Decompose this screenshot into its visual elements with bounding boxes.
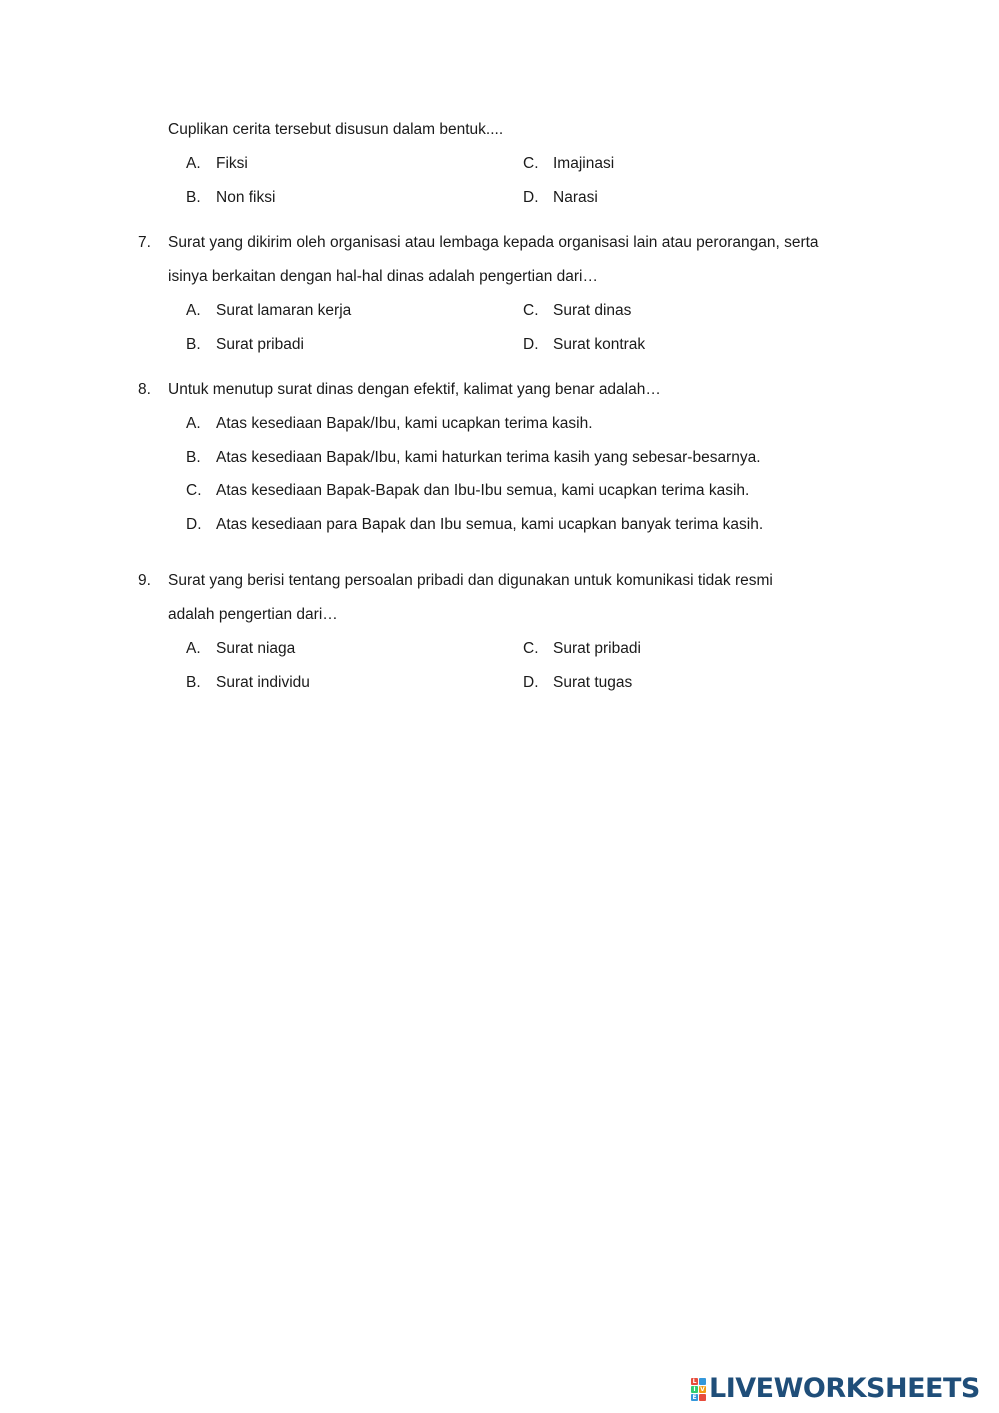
option-letter: C. [523,155,539,172]
question-9-option-c[interactable] [523,639,641,659]
option-letter: A. [186,155,201,172]
option-letter: D. [186,516,202,533]
question-9-stem-line-2: adalah pengertian dari… [168,606,338,623]
option-text: Fiksi [216,155,248,172]
logo-mark-square: L [692,1377,697,1385]
option-letter: B. [186,189,201,206]
option-text: Atas kesediaan Bapak/Ibu, kami ucapkan terima kasih. [216,415,593,432]
option-text: Surat lamaran kerja [216,302,352,319]
option-letter: B. [186,336,201,353]
option-text: Surat dinas [553,302,632,319]
question-7-option-a[interactable] [186,301,351,321]
option-text: Surat pribadi [553,640,641,657]
question-7-stem-line-2: isinya berkaitan dengan hal-hal dinas adalah pengertian dari… [168,268,598,285]
option-text: Surat tugas [553,674,633,691]
logo-mark-square: E [692,1393,697,1401]
option-text: Non fiksi [216,189,276,206]
option-text: Surat niaga [216,640,296,657]
logo-mark-square [699,1394,706,1401]
question-7-option-d[interactable] [523,335,645,355]
question-9-option-a[interactable] [186,639,295,659]
option-text: Imajinasi [553,155,615,172]
question-9-number: 9. [138,572,151,589]
option-text: Narasi [553,189,598,206]
question-6-option-b[interactable] [186,188,275,208]
logo-mark-square [699,1378,706,1385]
option-letter: D. [523,674,539,691]
option-letter: C. [523,640,539,657]
option-text: Atas kesediaan Bapak-Bapak dan Ibu-Ibu semua, kami ucapkan terima kasih. [216,482,750,499]
question-7-stem-line-1: Surat yang dikirim oleh organisasi atau lembaga kepada organisasi lain atau perorangan, serta [168,234,819,251]
option-letter: A. [186,302,201,319]
logo-mark-square: I [691,1386,698,1393]
question-8-option-a[interactable] [186,414,593,434]
option-letter: A. [186,415,201,432]
option-text: Atas kesediaan para Bapak dan Ibu semua, kami ucapkan banyak terima kasih. [216,516,764,533]
option-text: Atas kesediaan Bapak/Ibu, kami haturkan terima kasih yang sebesar-besarnya. [216,449,761,466]
question-6-option-d[interactable] [523,188,598,208]
option-letter: A. [186,640,201,657]
option-letter: B. [186,674,201,691]
option-letter: C. [186,482,202,499]
question-8-number: 8. [138,381,151,398]
option-letter: D. [523,189,539,206]
option-letter: C. [523,302,539,319]
option-letter: D. [523,336,539,353]
question-6-option-a[interactable] [186,154,248,174]
option-letter: B. [186,449,201,466]
question-8-option-d[interactable] [186,515,763,535]
question-8-option-b[interactable] [186,448,761,468]
question-6-stem: Cuplikan cerita tersebut disusun dalam bentuk.... [168,121,504,138]
question-9-option-b[interactable] [186,673,310,693]
logo-mark-icon [691,1378,706,1401]
question-8-option-c[interactable] [186,481,749,501]
question-9-option-d[interactable] [523,673,632,693]
question-8-stem: Untuk menutup surat dinas dengan efektif, kalimat yang benar adalah… [168,381,661,398]
option-text: Surat individu [216,674,310,691]
question-6-option-c[interactable] [523,154,614,174]
option-text: Surat pribadi [216,336,304,353]
liveworksheets-logo [691,1374,980,1404]
option-text: Surat kontrak [553,336,646,353]
question-7-option-b[interactable] [186,335,304,355]
question-9-stem-line-1: Surat yang berisi tentang persoalan pribadi dan digunakan untuk komunikasi tidak resmi [168,572,773,589]
question-7-number: 7. [138,234,151,251]
question-7-option-c[interactable] [523,301,631,321]
logo-text: LIVEWORKSHEETS [709,1373,980,1404]
logo-mark-square: V [700,1385,705,1393]
